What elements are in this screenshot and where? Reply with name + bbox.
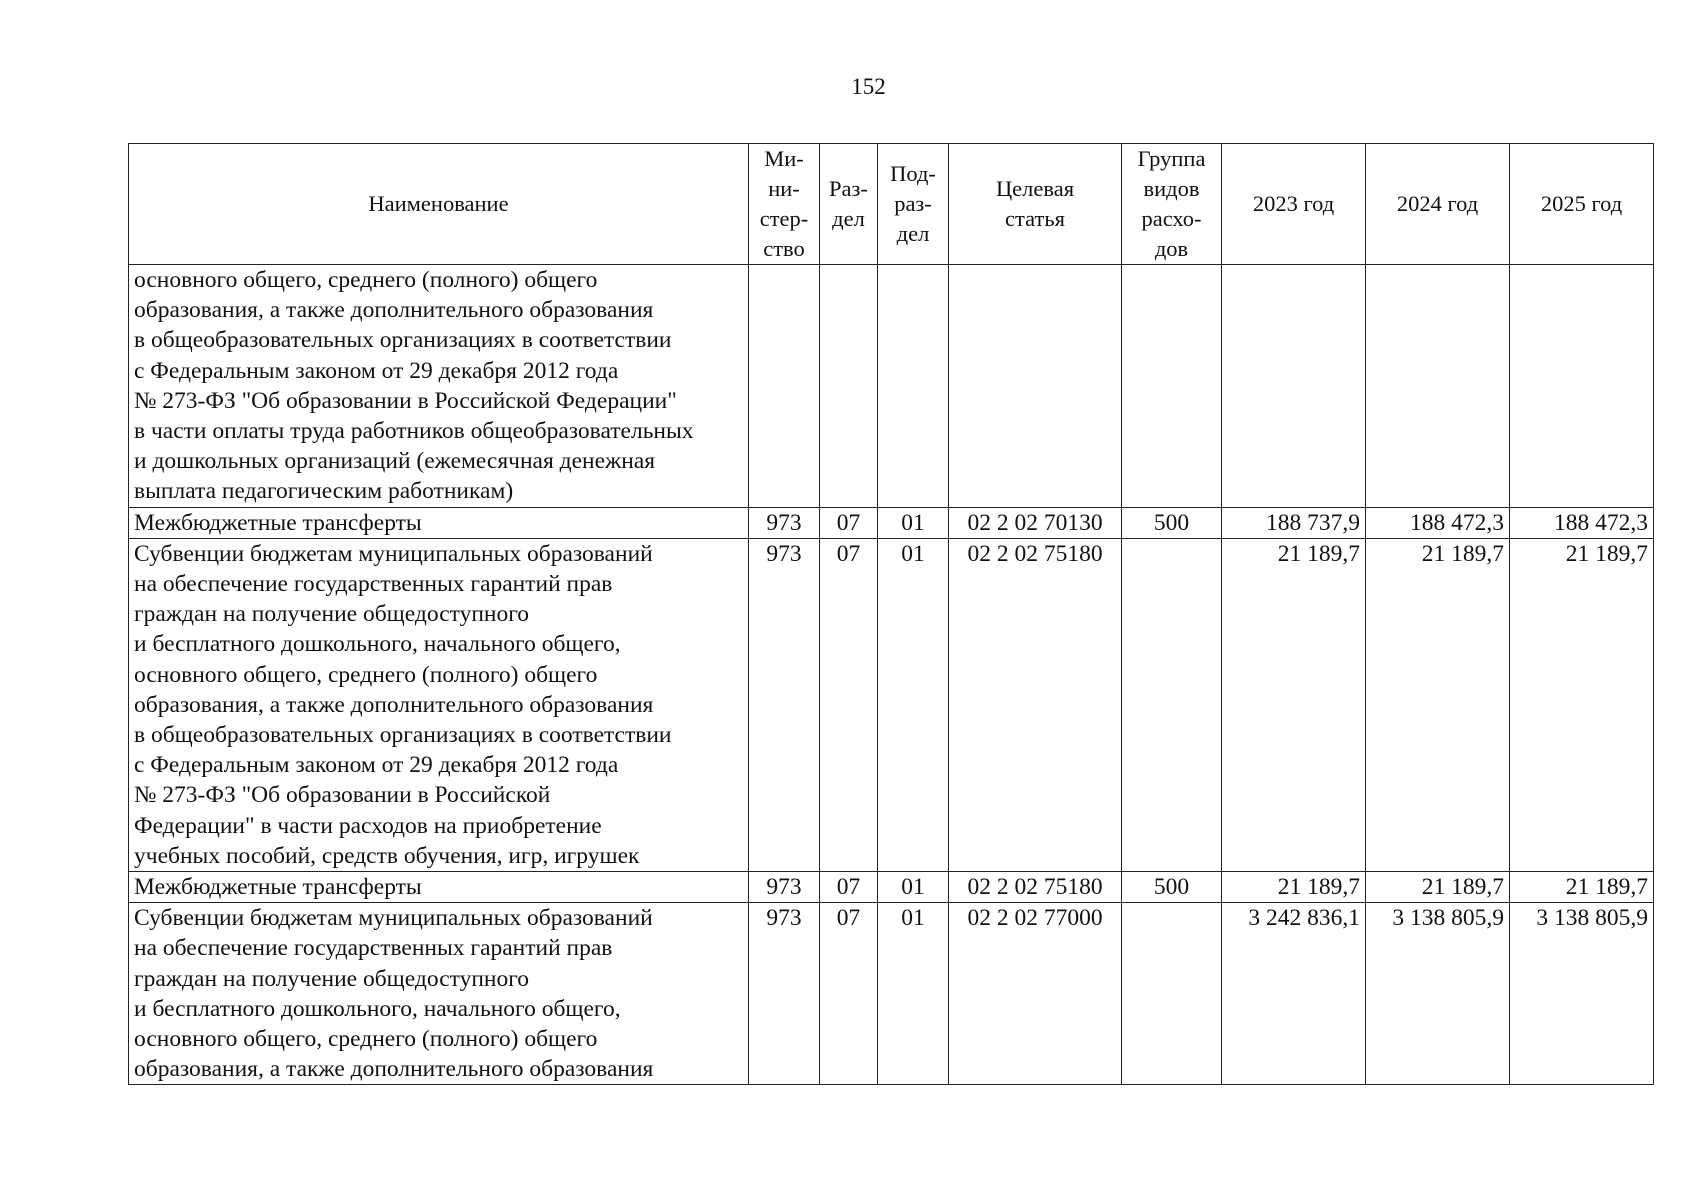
row-section [820,265,878,508]
row-ministry: 973 [749,507,820,538]
header-ministry: Ми- ни- стер- ство [749,144,820,265]
header-year-2024: 2024 год [1366,144,1510,265]
header-subsection: Под- раз- дел [878,144,949,265]
row-subsection: 01 [878,538,949,871]
row-value-2023: 188 737,9 [1222,507,1366,538]
row-target-article: 02 2 02 75180 [949,538,1122,871]
row-target-article [949,265,1122,508]
header-year-2025: 2025 год [1510,144,1654,265]
table-row [129,507,1654,538]
header-target-article: Целевая статья [949,144,1122,265]
table-row [129,265,1654,508]
row-expense-group [1122,538,1222,871]
header-name: Наименование [129,144,749,265]
row-expense-group: 500 [1122,507,1222,538]
row-expense-group [1122,903,1222,1085]
row-value-2024: 21 189,7 [1366,872,1510,903]
row-name: Межбюджетные трансферты [129,872,749,903]
row-value-2024: 3 138 805,9 [1366,903,1510,1085]
header-year-2023: 2023 год [1222,144,1366,265]
table-row [129,538,1654,871]
row-target-article: 02 2 02 75180 [949,872,1122,903]
row-section: 07 [820,903,878,1085]
row-value-2024: 21 189,7 [1366,538,1510,871]
row-target-article: 02 2 02 70130 [949,507,1122,538]
row-subsection: 01 [878,903,949,1085]
header-section: Раз- дел [820,144,878,265]
row-value-2024: 188 472,3 [1366,507,1510,538]
row-expense-group [1122,265,1222,508]
page-number: 152 [851,74,886,99]
row-value-2025 [1510,265,1654,508]
table-header-row [129,144,1654,265]
row-subsection [878,265,949,508]
row-value-2025: 21 189,7 [1510,538,1654,871]
row-value-2023: 21 189,7 [1222,538,1366,871]
row-value-2023: 3 242 836,1 [1222,903,1366,1085]
header-expense-group: Группа видов расхо- дов [1122,144,1222,265]
row-section: 07 [820,507,878,538]
row-name: Субвенции бюджетам муниципальных образований на обеспечение государственных гарантий прав граждан на получение общедоступного и бесплатного дошкольного, начального общего, основного общего, среднего (полного) общего образования, а также дополнительного образования в общеобразовательных организациях в соответствии с Федеральным законом от 29 декабря 2012 года № 273-ФЗ "Об образовании в Российской Федерации" в части расходов на приобретение учебных пособий, средств обучения, игр, игрушек [129,538,749,871]
row-subsection: 01 [878,507,949,538]
row-ministry: 973 [749,872,820,903]
row-value-2024 [1366,265,1510,508]
row-value-2025: 3 138 805,9 [1510,903,1654,1085]
table-row [129,872,1654,903]
budget-table [128,143,1654,1085]
row-ministry [749,265,820,508]
row-name: Субвенции бюджетам муниципальных образований на обеспечение государственных гарантий прав граждан на получение общедоступного и бесплатного дошкольного, начального общего, основного общего, среднего (полного) общего образования, а также дополнительного образования [129,903,749,1085]
row-value-2023 [1222,265,1366,508]
row-ministry: 973 [749,903,820,1085]
row-name: Межбюджетные трансферты [129,507,749,538]
row-subsection: 01 [878,872,949,903]
row-section: 07 [820,872,878,903]
table-row [129,903,1654,1085]
row-name: основного общего, среднего (полного) общего образования, а также дополнительного образования в общеобразовательных организациях в соответствии с Федеральным законом от 29 декабря 2012 года № 273-ФЗ "Об образовании в Российской Федерации" в части оплаты труда работников общеобразовательных и дошкольных организаций (ежемесячная денежная выплата педагогическим работникам) [129,265,749,508]
row-ministry: 973 [749,538,820,871]
row-value-2023: 21 189,7 [1222,872,1366,903]
row-value-2025: 21 189,7 [1510,872,1654,903]
row-target-article: 02 2 02 77000 [949,903,1122,1085]
row-value-2025: 188 472,3 [1510,507,1654,538]
row-expense-group: 500 [1122,872,1222,903]
row-section: 07 [820,538,878,871]
